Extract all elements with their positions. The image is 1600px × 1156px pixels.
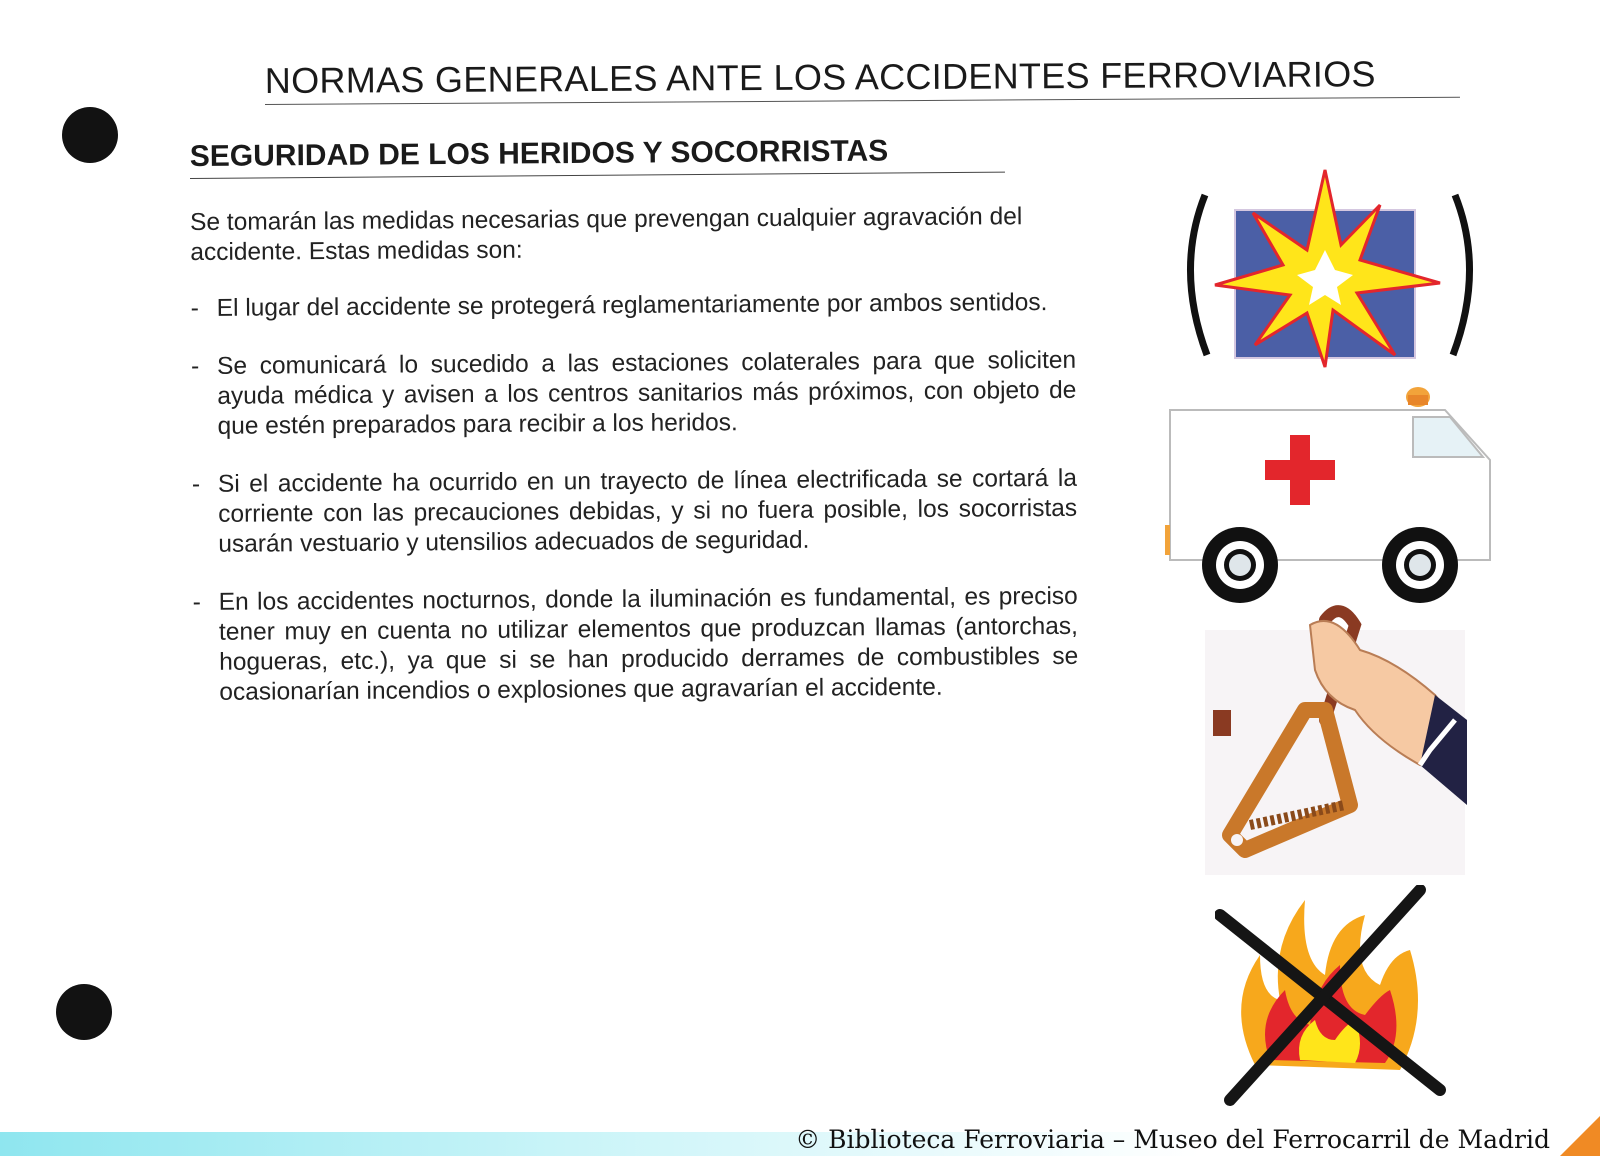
list-item-text: En los accidentes nocturnos, donde la iluminación es fundamental, es preciso tener muy en cuenta no utilizar elementos que produzcan llamas (antorchas, hogueras, etc.), ya que si se han producido derrames de combustibles se ocasionarían incendios o explosiones que agravarían el accidente. (218, 582, 1079, 706)
ambulance-icon (1165, 385, 1510, 610)
corner-triangle-icon (1560, 1116, 1600, 1156)
page-title: NORMAS GENERALES ANTE LOS ACCIDENTES FERROVIARIOS (265, 53, 1460, 105)
punch-hole-top (62, 107, 118, 163)
document-body (190, 202, 1079, 736)
measures-list (191, 288, 1079, 708)
list-item (192, 464, 1078, 560)
list-item (191, 346, 1077, 442)
no-fire-icon (1215, 885, 1460, 1110)
bullet-dash: - (192, 588, 202, 616)
hand-lever-icon (1205, 600, 1470, 875)
list-item (193, 582, 1079, 708)
list-item (191, 288, 1076, 324)
explosion-icon (1185, 165, 1475, 375)
bullet-dash: - (191, 352, 200, 380)
bullet-dash: - (191, 470, 201, 498)
bullet-dash: - (190, 294, 199, 322)
list-item-text: Se comunicará lo sucedido a las estaciones colaterales para que soliciten ayuda médica y avisen a los centros sanitarios más próximos, con objeto de que estén preparados para recibir a los heridos. (217, 346, 1077, 440)
punch-hole-bottom (56, 984, 112, 1040)
copyright-notice: © Biblioteca Ferroviaria – Museo del Ferrocarril de Madrid (795, 1125, 1550, 1154)
list-item-text: Si el accidente ha ocurrido en un trayecto de línea electrificada se cortará la corriente con las precauciones debidas, y si no fuera posible, los socorristas usarán vestuario y utensilios adecuados de seguridad. (217, 464, 1078, 558)
intro-paragraph: Se tomarán las medidas necesarias que prevengan cualquier agravación del accidente. Estas medidas son: (190, 203, 1023, 266)
list-item-text: El lugar del accidente se protegerá reglamentariamente por ambos sentidos. (216, 289, 1048, 322)
section-title: SEGURIDAD DE LOS HERIDOS Y SOCORRISTAS (190, 134, 1005, 179)
